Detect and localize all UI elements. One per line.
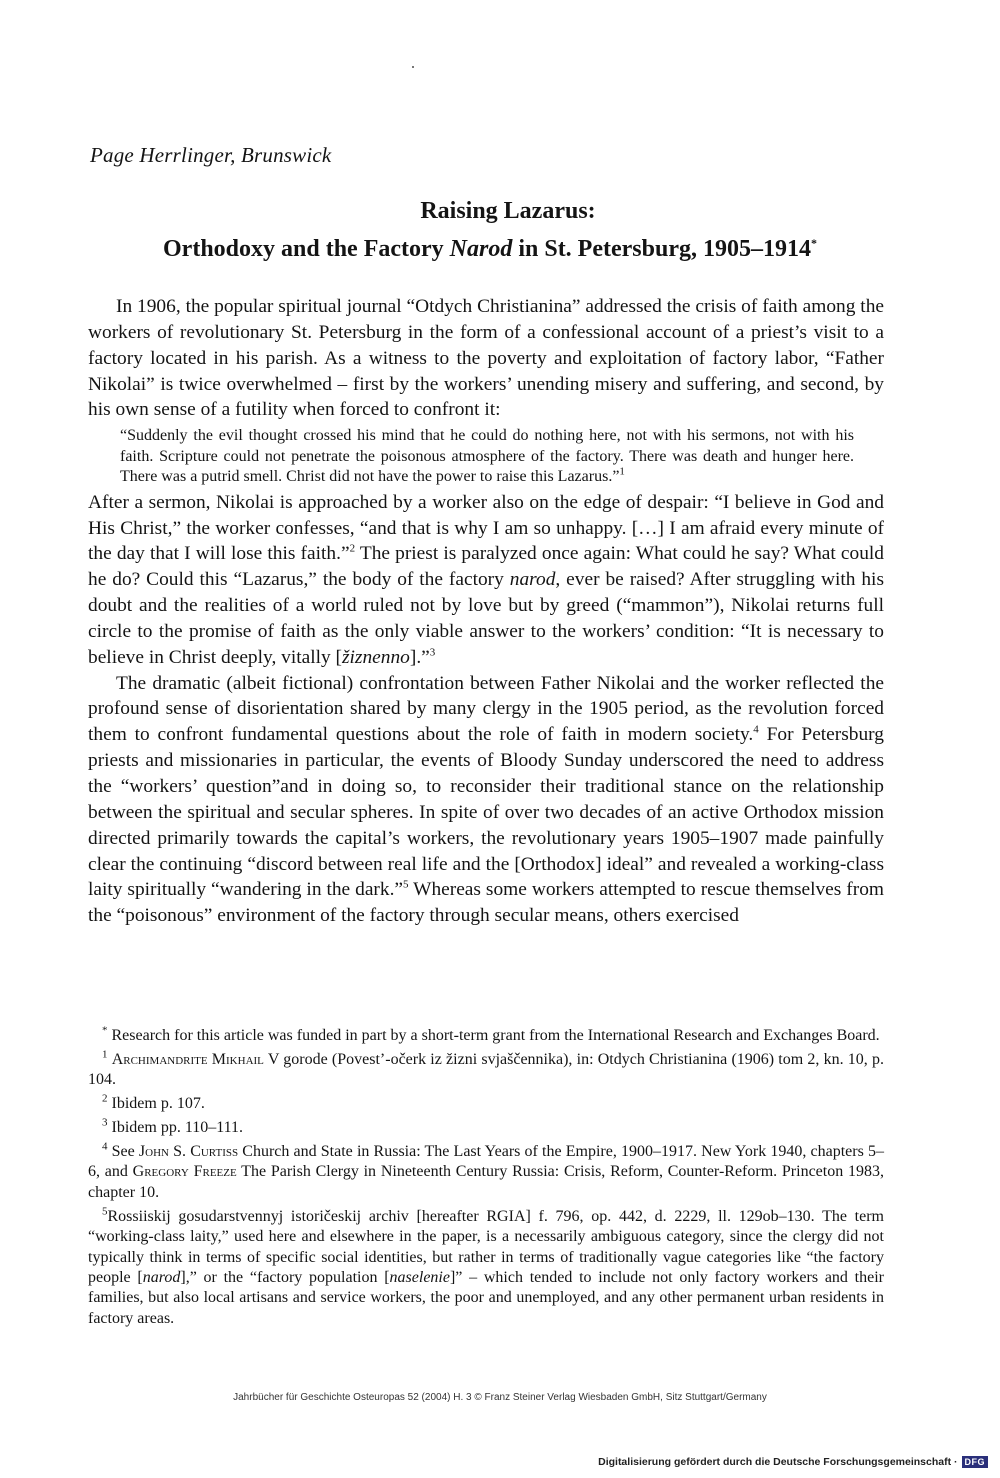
title-line-1: Raising Lazarus: bbox=[420, 198, 596, 224]
footnote-2-text: Ibidem p. 107. bbox=[107, 1095, 205, 1113]
footnote-ref-5: 5 bbox=[403, 878, 409, 891]
p3-text-a: The dramatic (albeit fictional) confrontation between Father Nikolai and the worker reflected the profound sense of disorientation shared by many clergy in the 1905 period, as the revolution forced them to confront fundamental questions about the role of faith in modern society. bbox=[88, 672, 884, 746]
footnote-4-author-2: Gregory Freeze bbox=[132, 1163, 237, 1181]
p2-text-b: The priest is paralyzed once again: What could he say? What could he do? Could this “Lazarus,” the body of the factory bbox=[88, 543, 884, 591]
title-footnote-marker: * bbox=[810, 236, 817, 250]
footnote-3 bbox=[88, 1118, 884, 1138]
subtitle-italic-narod: Narod bbox=[449, 236, 513, 262]
footnote-1-author: Archimandrite Mikhail bbox=[111, 1050, 264, 1068]
block-quote bbox=[88, 426, 884, 488]
footnote-5-marker: 5 bbox=[102, 1205, 108, 1218]
footnote-3-marker: 3 bbox=[102, 1116, 108, 1129]
paragraph-2 bbox=[88, 490, 884, 671]
footnote-5-text-b: ],” or the “factory population [ bbox=[180, 1268, 390, 1286]
footnote-2-marker: 2 bbox=[102, 1092, 108, 1105]
footnote-2 bbox=[88, 1094, 884, 1114]
footnote-5-italic-narod: narod bbox=[142, 1268, 181, 1286]
footnote-1-marker: 1 bbox=[102, 1048, 108, 1061]
footnotes bbox=[88, 1026, 884, 1333]
footnote-star-marker: * bbox=[102, 1024, 108, 1037]
dfg-logo: DFG bbox=[962, 1456, 989, 1468]
footnote-4-text-c: The Parish Clergy in Nineteenth Century Russia: Crisis, Reform, Counter-Reform. Princeton 1983, chapter 10. bbox=[88, 1163, 884, 1201]
paragraph-3 bbox=[88, 671, 884, 929]
footnote-ref-3: 3 bbox=[429, 646, 436, 659]
footnote-5 bbox=[88, 1207, 884, 1329]
footnote-4-text-a: See bbox=[107, 1143, 139, 1161]
subtitle-dates: in St. Petersburg, 1905–1914 bbox=[512, 236, 811, 262]
p2-text-c: , ever be raised? After struggling with his doubt and the realities of a world ruled not by love but by greed (“mammon”), Nikolai returns full circle to the promise of faith as the only viable answer to the workers’ condition: “It is necessary to believe in Christ deeply, vitally [ bbox=[88, 569, 884, 668]
footnote-4 bbox=[88, 1142, 884, 1203]
footnote-5-italic-naselenie: naselenie bbox=[389, 1268, 450, 1286]
author-line: Page Herrlinger, Brunswick bbox=[90, 143, 332, 167]
article-subtitle bbox=[90, 236, 890, 263]
p2-italic-narod: narod bbox=[509, 569, 556, 591]
p2-text-a: After a sermon, Nikolai is approached by a worker also on the edge of despair: “I believe in God and His Christ,” the worker confesses, “and that is why I am so unhappy. […] I am afraid every minute of the day that I will lose this faith.” bbox=[88, 491, 884, 565]
footnote-5-text-c: ]” – which tended to include not only factory workers and their families, but also local artisans and service workers, the poor and unemployed, and any other permanent urban residents in factory areas. bbox=[88, 1268, 884, 1327]
p2-italic-ziznenno: žiznenno bbox=[342, 646, 410, 668]
footnote-4-author-1: John S. Curtiss bbox=[138, 1143, 239, 1161]
quote-text: “Suddenly the evil thought crossed his mind that he could do nothing here, not with his sermons, not with his faith. Scripture could not penetrate the poisonous atmosphere of the factory. There was death and hunger here. There was a putrid smell. Christ did not have the power to raise this Lazarus.” bbox=[120, 427, 854, 486]
footnote-4-marker: 4 bbox=[102, 1140, 108, 1153]
scan-speck bbox=[412, 66, 414, 68]
footnote-ref-4: 4 bbox=[753, 723, 759, 736]
paragraph-1: In 1906, the popular spiritual journal “Otdych Christianina” addressed the crisis of faith among the workers of revolutionary St. Petersburg in the form of a confessional account of a priest’s visit to a factory located in his parish. As a witness to the poverty and exploitation of factory labor, “Father Nikolai” is twice overwhelmed – first by the workers’ unending misery and suffering, and second, by his own sense of a futility when forced to confront it: bbox=[88, 296, 884, 421]
p2-text-d: ].” bbox=[409, 646, 430, 668]
journal-footer: Jahrbücher für Geschichte Osteuropas 52 (2004) H. 3 © Franz Steiner Verlag Wiesbaden GmbH, Sitz Stuttgart/Germany bbox=[233, 1392, 767, 1403]
footnote-star-text: Research for this article was funded in part by a short-term grant from the International Research and Exchanges Board. bbox=[107, 1027, 880, 1044]
subtitle-text: Orthodoxy and the Factory bbox=[163, 236, 450, 262]
article-body bbox=[88, 294, 884, 929]
footnote-star bbox=[88, 1026, 884, 1046]
article-title bbox=[0, 198, 1000, 225]
footnote-1-text: V gorode (Povest’-očerk iz žizni svjaščennika), in: Otdych Christianina (1906) tom 2, kn. 10, p. 104. bbox=[88, 1050, 885, 1089]
footnote-3-text: Ibidem pp. 110–111. bbox=[107, 1119, 244, 1137]
dfg-notice bbox=[598, 1456, 988, 1468]
p3-text-b: For Petersburg priests and missionaries in particular, the events of Bloody Sunday underscored the need to address the “workers’ question”and in doing so, to reconsider their traditional stance on the relationship between the spiritual and secular spheres. In spite of over two decades of an active Orthodox mission directed primarily towards the capital’s workers, the revolutionary years 1905–1907 made painfully clear the continuing “discord between real life and the [Orthodox] ideal” and revealed a working-class laity spiritually “wandering in the dark.” bbox=[88, 724, 884, 901]
footnote-1 bbox=[88, 1050, 884, 1091]
dfg-notice-text: Digitalisierung gefördert durch die Deutsche Forschungsgemeinschaft · bbox=[598, 1456, 958, 1468]
footnote-ref-2: 2 bbox=[349, 542, 356, 555]
footnote-5-text-a: Rossiiskij gosudarstvennyj istoričeskij archiv [hereafter RGIA] f. 796, op. 442, d. 2229, ll. 129ob–130. The term “working-class laity,” used here and elsewhere in the paper, is a necessarily ambiguous category, since the clergy did not typically think in terms of specific social identities, but rather in terms of traditionally vague categories like “the factory people [ bbox=[88, 1207, 884, 1286]
footnote-ref-1: 1 bbox=[619, 465, 625, 478]
p3-text-c: Whereas some workers attempted to rescue themselves from the “poisonous” environment of the factory through secular means, others exercised bbox=[88, 879, 884, 927]
footnote-4-text-b: Church and State in Russia: The Last Years of the Empire, 1900–1917. New York 1940, chapters 5–6, and bbox=[88, 1143, 884, 1181]
